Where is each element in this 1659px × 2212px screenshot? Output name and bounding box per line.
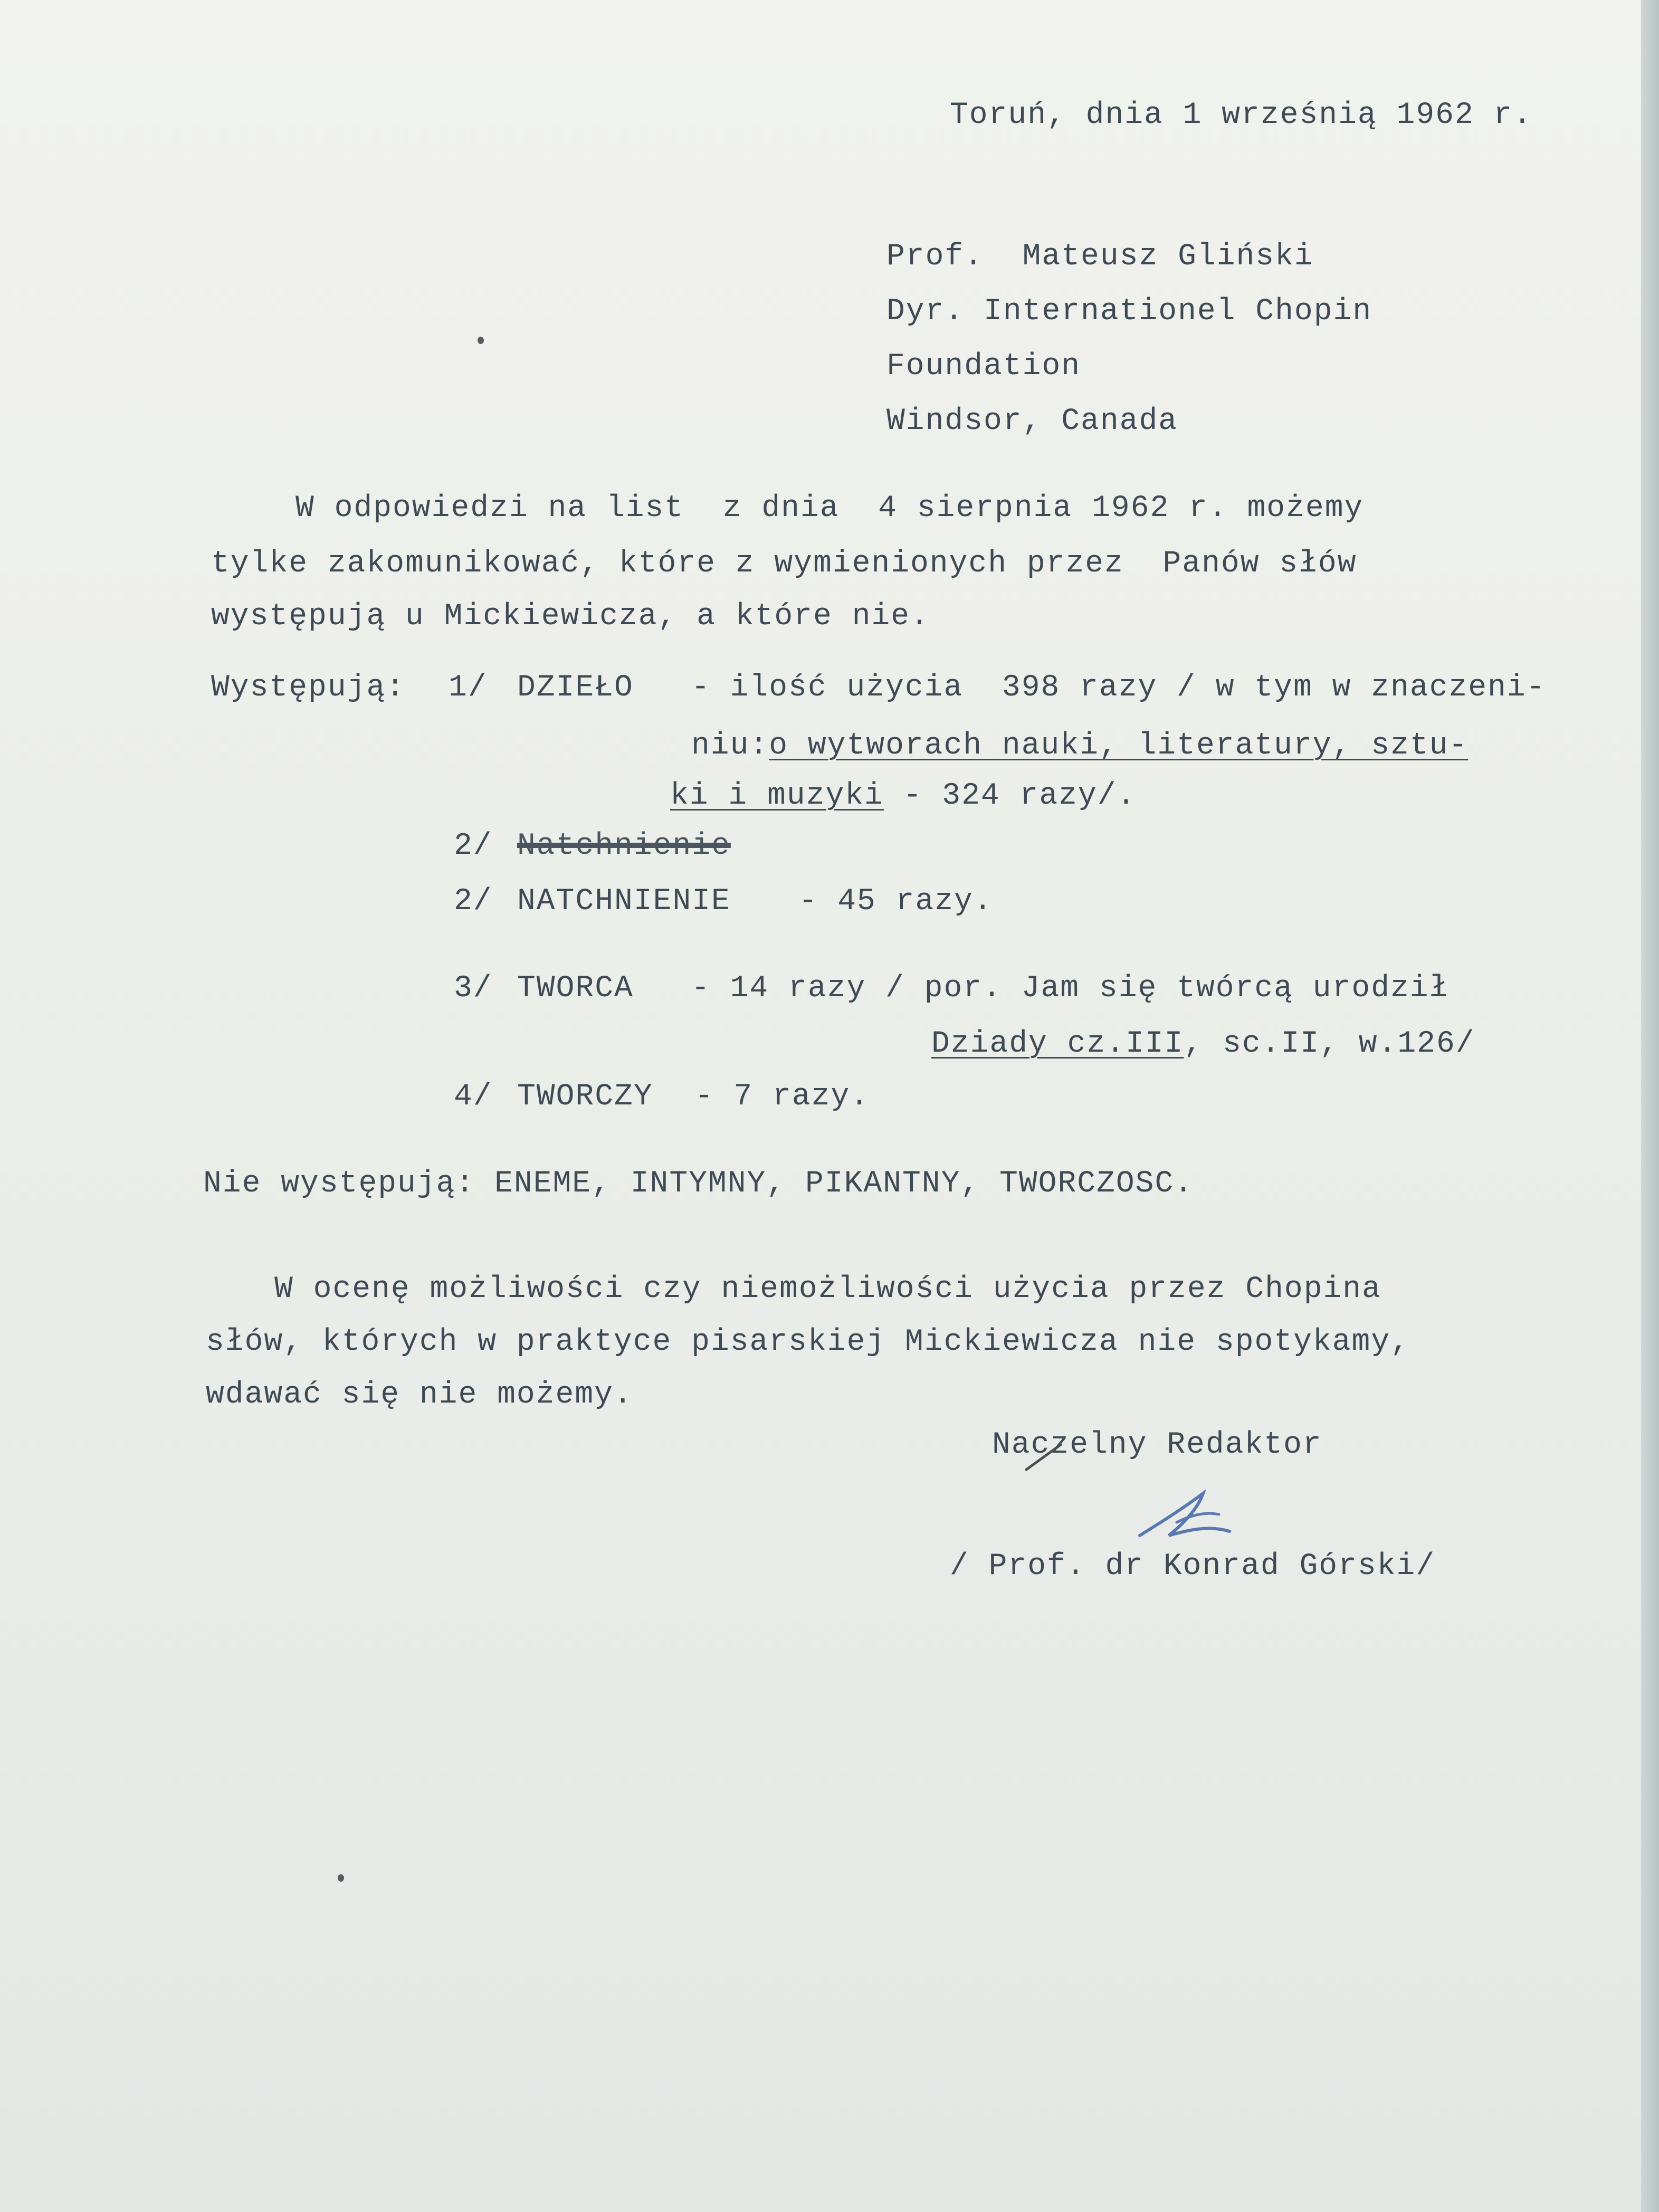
closing-line: wdawać się nie możemy. — [206, 1378, 633, 1412]
item-continuation-prefix: niu: — [691, 729, 769, 763]
item-description: - 14 razy / por. Jam się twórcą urodził — [691, 971, 1449, 1006]
item-continuation-underlined-2: ki i muzyki — [670, 779, 884, 813]
item-reference-underlined: Dziady cz.III — [931, 1027, 1184, 1061]
recipient-line: Foundation — [886, 349, 1081, 384]
signature-title: Naczelny Redaktor — [992, 1428, 1322, 1462]
item-number: 4/ — [454, 1080, 493, 1114]
not-occurring-line: Nie występują: ENEME, INTYMNY, PIKANTNY, TWORCZOSC. — [203, 1167, 1194, 1201]
struck-item-word: Natchnienie — [517, 829, 731, 863]
item-word: DZIEŁO — [517, 671, 634, 705]
occurs-label: Występują: — [211, 671, 406, 705]
item-description: - 45 razy. — [760, 884, 993, 919]
pen-stroke-mark — [1024, 1441, 1066, 1472]
item-continuation — [691, 731, 1468, 761]
page-edge — [1641, 0, 1659, 2212]
item-description: - ilość użycia 398 razy / w tym w znaczeni- — [691, 671, 1546, 705]
closing-line: słów, których w praktyce pisarskiej Mickiewicza nie spotykamy, — [206, 1325, 1410, 1359]
item-reference-rest: , sc.II, w.126/ — [1184, 1027, 1475, 1061]
closing-line: W ocenę możliwości czy niemożliwości użycia przez Chopina — [274, 1272, 1381, 1307]
item-continuation-rest: - 324 razy/. — [883, 779, 1137, 813]
struck-item-number: 2/ — [454, 829, 493, 863]
intro-line: występują u Mickiewicza, a które nie. — [211, 599, 930, 634]
intro-line: W odpowiedzi na list z dnia 4 sierpnia 1962 r. możemy — [295, 491, 1364, 526]
item-description: - 7 razy. — [675, 1080, 870, 1114]
paper-speck — [338, 1874, 344, 1882]
intro-line: tylke zakomunikować, które z wymienionych przez Panów słów — [211, 547, 1357, 581]
item-word: TWORCA — [517, 971, 634, 1006]
item-word: TWORCZY — [517, 1080, 653, 1114]
signature-name: / Prof. dr Konrad Górski/ — [950, 1549, 1436, 1584]
recipient-line: Dyr. Internationel Chopin — [886, 294, 1372, 329]
handwritten-signature — [1119, 1472, 1256, 1551]
item-number: 1/ — [449, 671, 488, 705]
item-reference — [931, 1029, 1475, 1060]
paper-speck — [478, 337, 484, 344]
place-date: Toruń, dnia 1 wrześnią 1962 r. — [950, 98, 1533, 132]
recipient-line: Prof. Mateusz Gliński — [886, 240, 1314, 274]
item-word: NATCHNIENIE — [517, 884, 731, 919]
item-number: 3/ — [454, 971, 493, 1006]
item-number: 2/ — [454, 884, 493, 919]
item-continuation-2 — [670, 781, 1136, 812]
recipient-line: Windsor, Canada — [886, 404, 1178, 438]
item-continuation-underlined: o wytworach nauki, literatury, sztu- — [769, 729, 1469, 763]
